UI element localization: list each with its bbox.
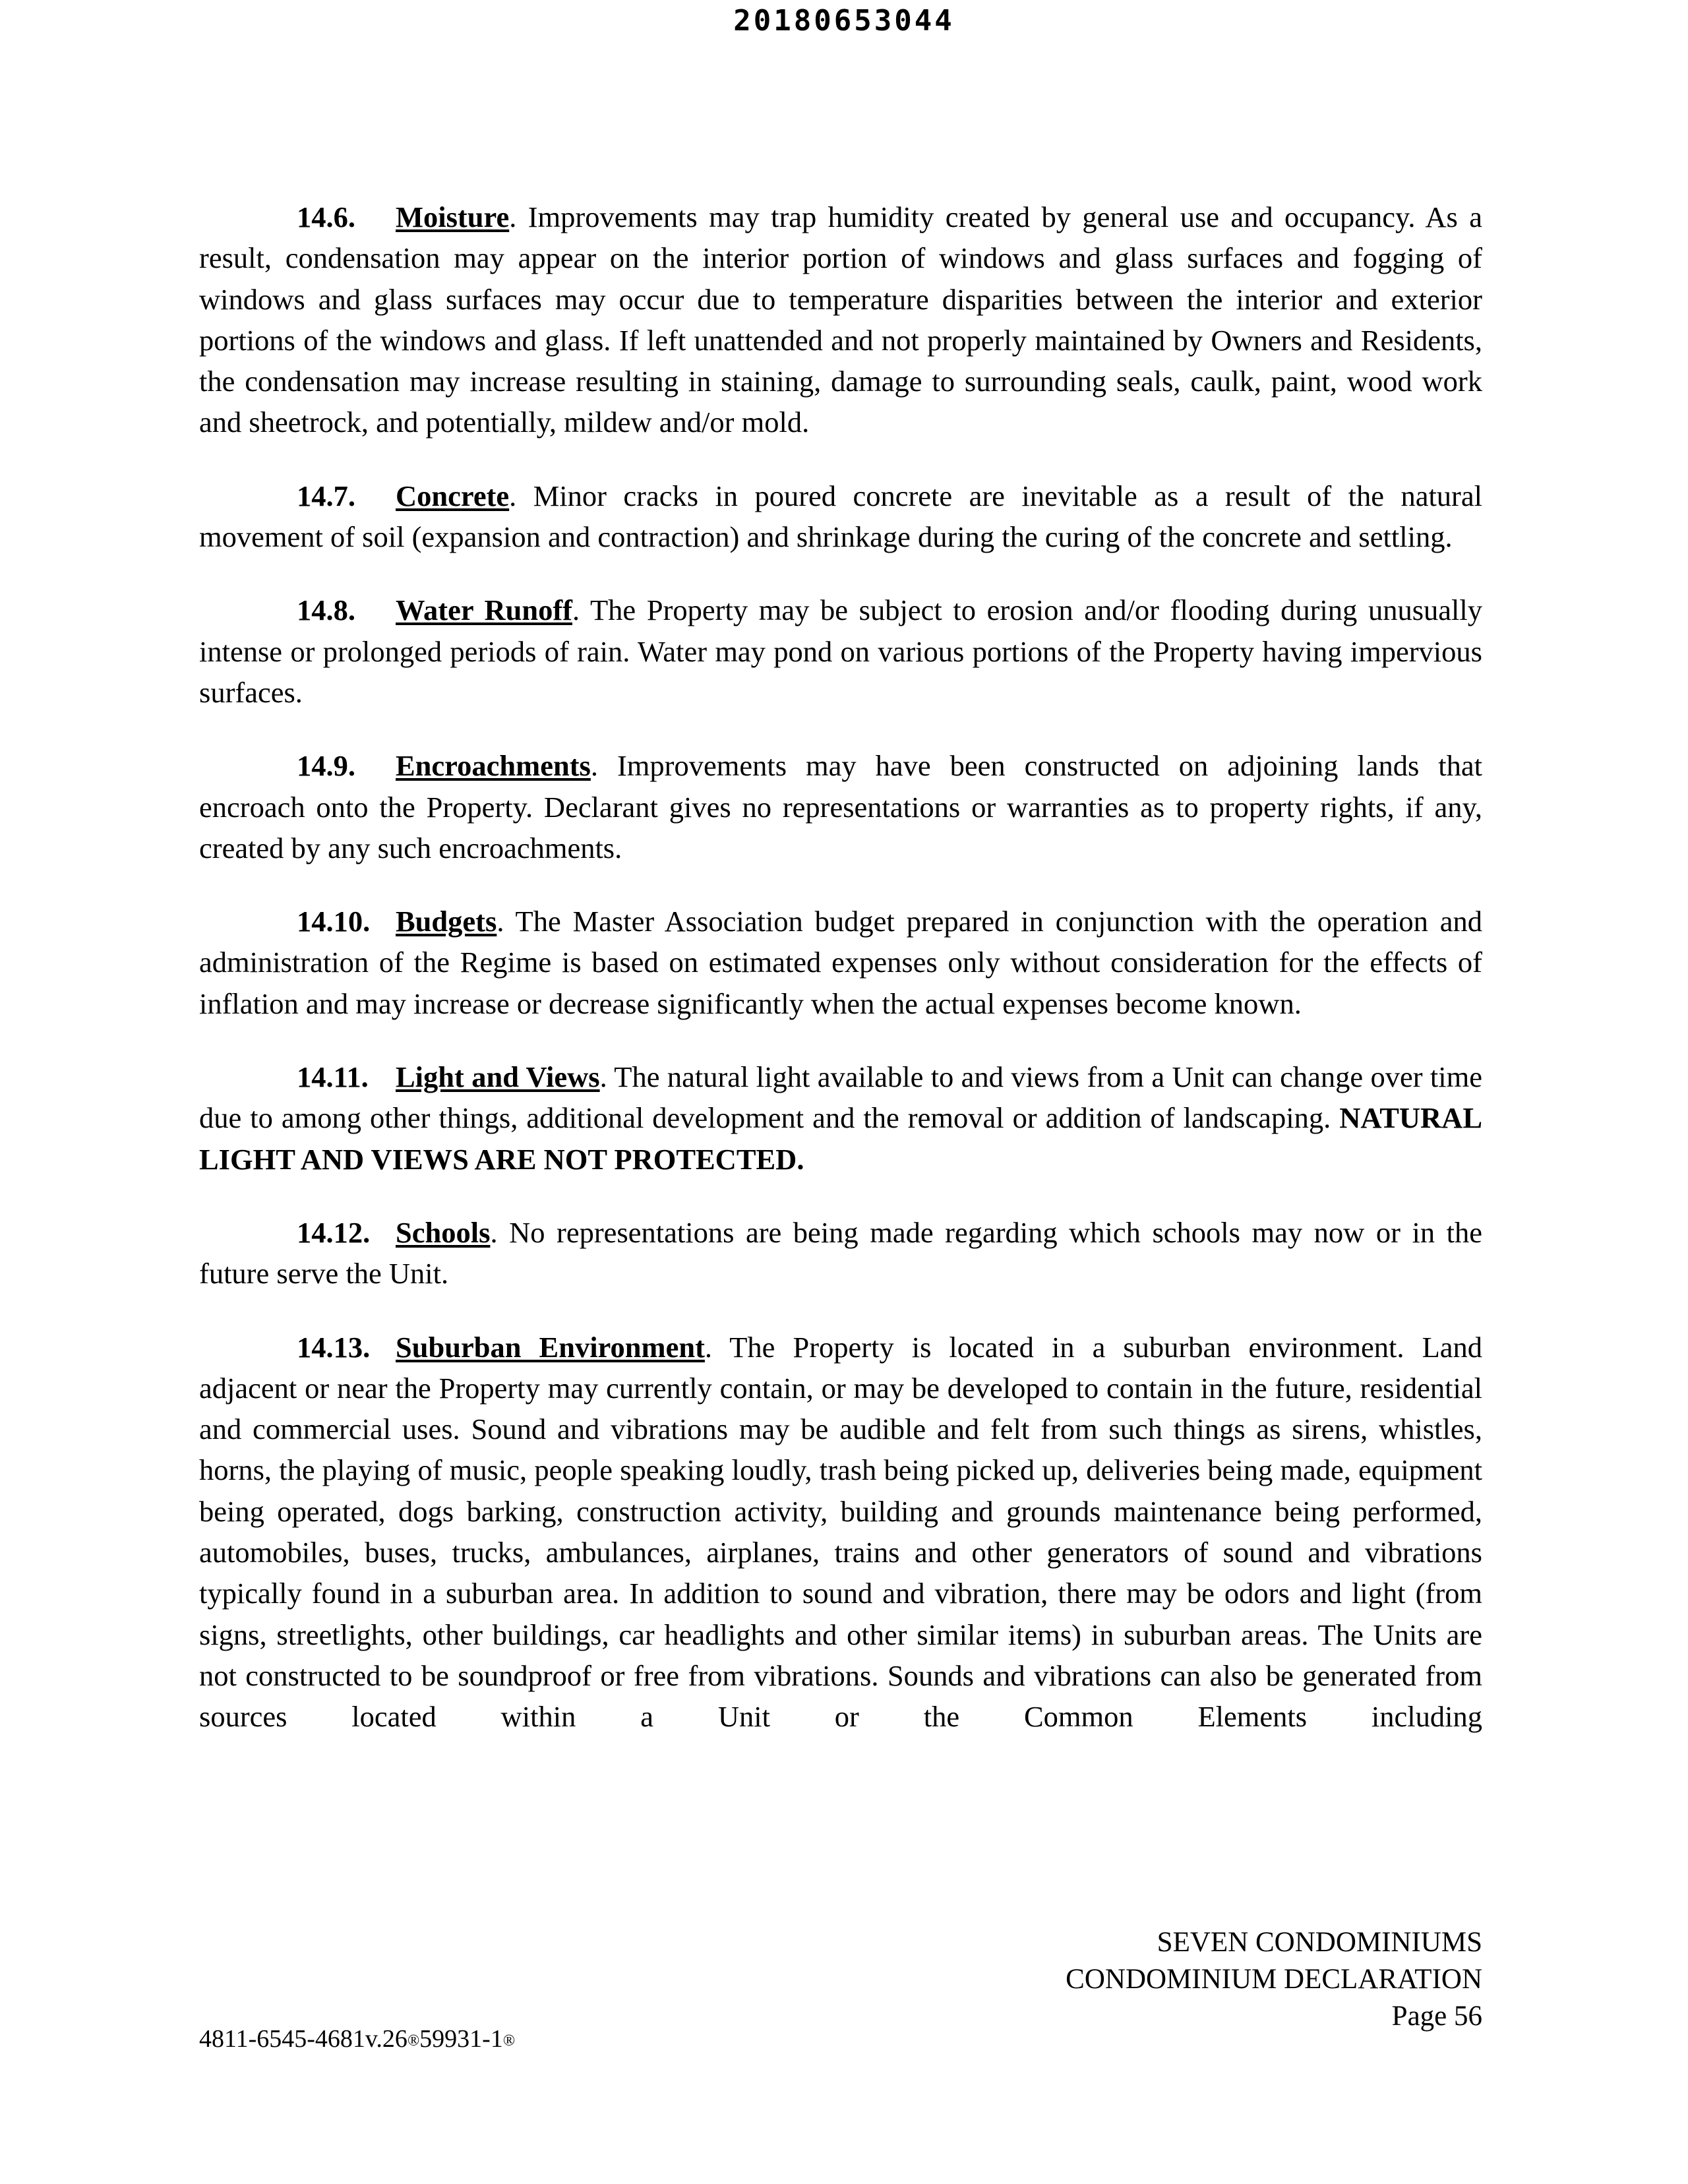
section-text: The Property may be subject to erosion and/or flooding during unusually intense or prolonged periods of rain. Water may pond on various portions of the Property having impervious surfaces.: [199, 593, 1482, 709]
section-14-12: 14.12. Schools. No representations are being made regarding which schools may now or in the future serve the Unit.: [199, 1212, 1482, 1294]
section-text: Improvements may trap humidity created by general use and occupancy. As a result, condensation may appear on the interior portion of windows and glass surfaces and fogging of windows and glass surfaces may occur due to temperature disparities between the interior and exterior portions of the windows and glass. If left unattended and not properly maintained by Owners and Residents, the condensation may increase resulting in staining, damage to surrounding seals, caulk, paint, wood work and sheetrock, and potentially, mildew and/or mold.: [199, 200, 1482, 439]
footer-document-title: [1066, 1924, 1482, 2035]
doc-id-mark: ®: [407, 2032, 420, 2049]
section-number: 14.10.: [297, 905, 371, 938]
section-text: No representations are being made regarding which schools may now or in the future serve the Unit.: [199, 1215, 1482, 1290]
footer-line-1: SEVEN CONDOMINIUMS: [1157, 1927, 1482, 1958]
section-title: Suburban Environment: [396, 1330, 705, 1364]
section-text: The Property is located in a suburban environment. Land adjacent or near the Property may currently contain, or may be developed to contain in the future, residential and commercial uses. Sound and vibrations may be audible and felt from such things as sirens, whistles, horns, the playing of music, people speaking loudly, trash being picked up, deliveries being made, equipment being operated, dogs barking, construction activity, building and grounds maintenance being performed, automobiles, buses, trucks, ambulances, airplanes, trains and other generators of sound and vibrations typically found in a suburban area. In addition to sound and vibration, there may be odors and light (from signs, streetlights, other buildings, car headlights and other similar items) in suburban areas. The Units are not constructed to be soundproof or free from vibrations. Sounds and vibrations can also be generated from sources located within a Unit or the Common Elements including: [199, 1330, 1483, 1734]
section-text: Minor cracks in poured concrete are inevitable as a result of the natural movement of soil (expansion and contraction) and shrinkage during the curing of the concrete and settling.: [199, 479, 1482, 554]
section-text: The Master Association budget prepared in conjunction with the operation and administration of the Regime is based on estimated expenses only without consideration for the effects of inflation and may increase or decrease significantly when the actual expenses become known.: [199, 905, 1482, 1020]
matter-id: 59931-1: [419, 2025, 503, 2053]
section-number: 14.11.: [297, 1060, 369, 1094]
doc-id: 4811-6545-4681v.26: [199, 2025, 407, 2053]
recording-number: 20180653044: [733, 4, 955, 38]
section-14-9: 14.9. Encroachments. Improvements may have been constructed on adjoining lands that encroach onto the Property. Declarant gives no representations or warranties as to property rights, if any, created by any such encroachments.: [199, 745, 1482, 868]
section-title: Concrete: [396, 479, 510, 512]
section-number: 14.7.: [297, 479, 355, 512]
section-text: Improvements may have been constructed on adjoining lands that encroach onto the Property. Declarant gives no representations or warranties as to property rights, if any, created by any such encroachments.: [199, 749, 1482, 864]
footer-document-id: [199, 2024, 515, 2053]
section-title: Water Runoff: [396, 593, 572, 627]
section-number: 14.12.: [297, 1215, 371, 1249]
section-title: Budgets: [396, 905, 497, 938]
section-14-11: 14.11. Light and Views. The natural light available to and views from a Unit can change over time due to among other things, additional development and the removal or addition of landscaping. NATURAL LIGHT AND VIEWS ARE NOT PROTECTED.: [199, 1056, 1482, 1180]
footer-line-2: CONDOMINIUM DECLARATION: [1066, 1964, 1482, 1995]
page-number: Page 56: [1391, 2001, 1482, 2032]
section-title: Schools: [396, 1215, 491, 1249]
section-14-10: 14.10. Budgets. The Master Association budget prepared in conjunction with the operation and administration of the Regime is based on estimated expenses only without consideration for the effects of inflation and may increase or decrease significantly when the actual expenses become known.: [199, 901, 1482, 1024]
matter-id-mark: ®: [502, 2032, 516, 2049]
section-emphasis: NATURAL LIGHT AND VIEWS ARE NOT PROTECTED.: [199, 1101, 1482, 1176]
section-number: 14.13.: [297, 1330, 371, 1364]
section-number: 14.6.: [297, 200, 355, 233]
section-title: Moisture: [396, 200, 510, 233]
document-body: [199, 197, 1482, 1738]
section-14-13: 14.13. Suburban Environment. The Property is located in a suburban environment. Land adjacent or near the Property may currently contain, or may be developed to contain in the future, residential and commercial uses. Sound and vibrations may be audible and felt from such things as sirens, whistles, horns, the playing of music, people speaking loudly, trash being picked up, deliveries being made, equipment being operated, dogs barking, construction activity, building and grounds maintenance being performed, automobiles, buses, trucks, ambulances, airplanes, trains and other generators of sound and vibrations typically found in a suburban area. In addition to sound and vibration, there may be odors and light (from signs, streetlights, other buildings, car headlights and other similar items) in suburban areas. The Units are not constructed to be soundproof or free from vibrations. Sounds and vibrations can also be generated from sources located within a Unit or the Common Elements including: [199, 1327, 1482, 1738]
section-number: 14.9.: [297, 749, 355, 783]
section-text: The natural light available to and views from a Unit can change over time due to among other things, additional development and the removal or addition of landscaping.: [199, 1060, 1482, 1135]
section-title: Light and Views: [396, 1060, 600, 1094]
section-number: 14.8.: [297, 593, 355, 627]
section-14-6: 14.6. Moisture. Improvements may trap humidity created by general use and occupancy. As a result, condensation may appear on the interior portion of windows and glass surfaces and fogging of windows and glass surfaces may occur due to temperature disparities between the interior and exterior portions of the windows and glass. If left unattended and not properly maintained by Owners and Residents, the condensation may increase resulting in staining, damage to surrounding seals, caulk, paint, wood work and sheetrock, and potentially, mildew and/or mold.: [199, 197, 1482, 443]
section-14-8: 14.8. Water Runoff. The Property may be subject to erosion and/or flooding during unusually intense or prolonged periods of rain. Water may pond on various portions of the Property having impervious surfaces.: [199, 590, 1482, 713]
section-title: Encroachments: [396, 749, 591, 783]
section-14-7: 14.7. Concrete. Minor cracks in poured concrete are inevitable as a result of the natural movement of soil (expansion and contraction) and shrinkage during the curing of the concrete and settling.: [199, 475, 1482, 558]
